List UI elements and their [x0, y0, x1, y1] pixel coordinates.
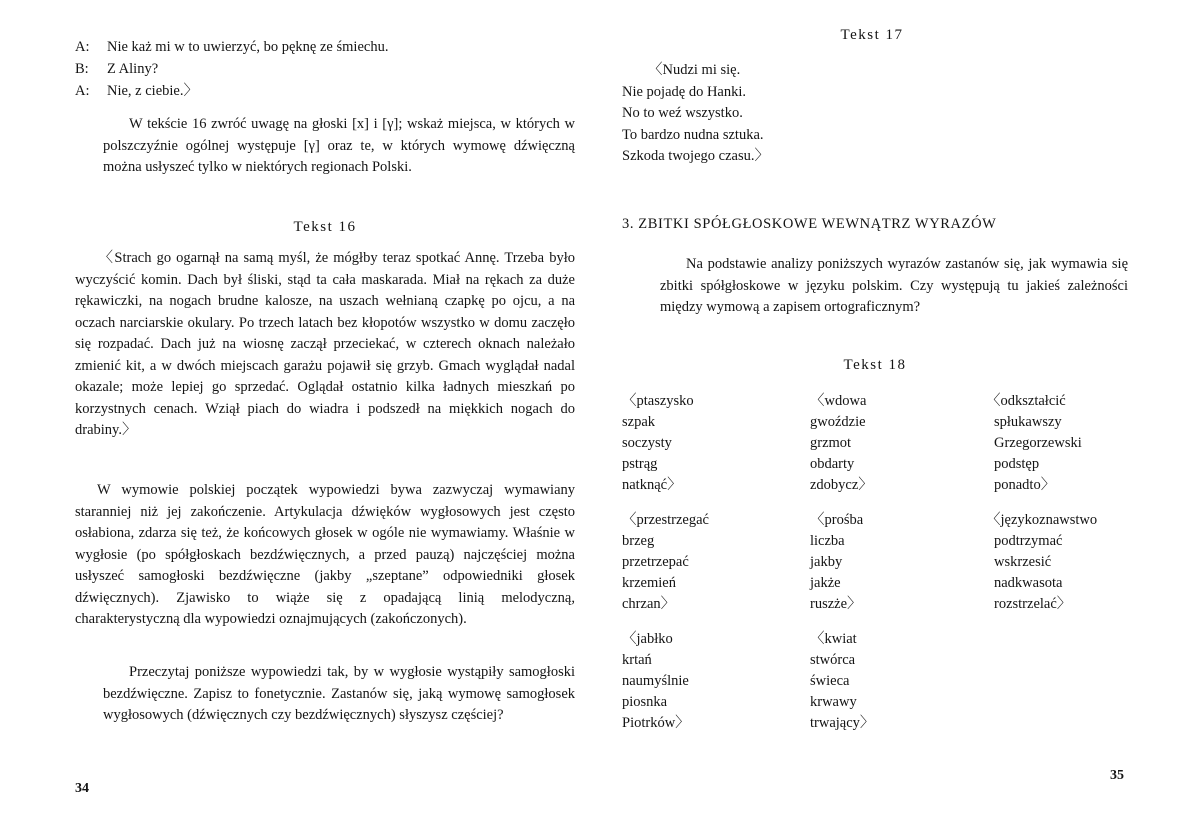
word: 〈prośba	[810, 512, 864, 528]
poem-line: To bardzo nudna sztuka.	[622, 126, 764, 143]
word: krzemień	[622, 575, 676, 591]
word: rozstrzelać〉	[994, 596, 1072, 612]
word: ponadto〉	[994, 477, 1056, 493]
dialogue	[75, 36, 575, 102]
word-column	[986, 391, 1097, 629]
section-title: 3. ZBITKI SPÓŁGŁOSKOWE WEWNĄTRZ WYRAZÓW	[622, 216, 997, 232]
word: nadkwasota	[994, 575, 1063, 591]
page-number: 34	[75, 781, 89, 796]
word-column	[810, 391, 874, 748]
word: krtań	[622, 652, 652, 668]
word: soczysty	[622, 435, 672, 451]
word: ruszże〉	[810, 596, 862, 612]
tekst-16-heading: Tekst 16	[293, 219, 357, 235]
word: 〈przestrzegać	[622, 512, 709, 528]
word: obdarty	[810, 456, 855, 472]
word: natknąć〉	[622, 477, 682, 493]
word: 〈jabłko	[622, 631, 673, 647]
word: naumyślnie	[622, 673, 689, 689]
word: spłukawszy	[994, 414, 1062, 430]
line-text: Nie, z ciebie.〉	[107, 83, 198, 99]
dialogue-line	[75, 80, 575, 102]
line-text: Z Aliny?	[107, 61, 159, 77]
word: brzeg	[622, 533, 655, 549]
word: szpak	[622, 414, 656, 430]
word: podstęp	[994, 456, 1040, 472]
poem-line: Szkoda twojego czasu.〉	[622, 148, 769, 164]
speaker: B:	[75, 61, 89, 77]
word: Piotrków〉	[622, 715, 690, 731]
word: 〈językoznawstwo	[986, 512, 1098, 528]
explanatory-paragraph: W wymowie polskiej początek wypowiedzi bywa zazwyczaj wymawiany staranniej niż jej zakończenie. Artykulacja dźwięków wygłosowych jest często osłabiona, zdarza się też, że końcowych głosek w ogóle nie wymawiamy. Właśnie w wygłosie (po spółgłoskach bezdźwięcznych, a przed pauzą) najczęściej można usłyszeć samogłoski bezdźwięczne (jakby „szeptane” odpowiedniki głosek dźwięcznych). Zjawisko to wiąże się z opadającą linią melodyczną, charakterystyczną dla wypowiedzi oznajmujących (zakończonych).	[75, 482, 575, 627]
word: jakby	[810, 554, 843, 570]
tekst-18-heading: Tekst 18	[843, 357, 907, 373]
dialogue-line	[75, 58, 575, 80]
word: gwoździe	[810, 414, 866, 430]
speaker: A:	[75, 39, 90, 55]
word: 〈kwiat	[810, 631, 857, 647]
word: przetrzepać	[622, 554, 689, 570]
word: wskrzesić	[994, 554, 1052, 570]
exercise-paragraph: Przeczytaj poniższe wypowiedzi tak, by w wygłosie wystąpiły samogłoski bezdźwięczne. Zapisz to fonetycznie. Zastanów się, jaką wymowę samogłosek wygłosowych (dźwięcznych czy bezdźwięcznych) słyszysz częściej?	[103, 664, 575, 723]
word: świeca	[810, 673, 850, 689]
word: pstrąg	[622, 456, 658, 472]
word: 〈odkształcić	[986, 393, 1066, 409]
word: chrzan〉	[622, 596, 676, 612]
tekst-17-poem	[622, 60, 769, 168]
word: trwający〉	[810, 715, 875, 731]
tekst-17-heading: Tekst 17	[840, 27, 904, 43]
word: liczba	[810, 533, 845, 549]
word: 〈wdowa	[810, 393, 867, 409]
word: Grzegorzewski	[994, 435, 1082, 451]
tekst-16-body: 〈Strach go ogarnął na samą myśl, że mógłby teraz spotkać Annę. Trzeba było wyczyścić komin. Dach był śliski, stąd ta cała maskarada. Miał na rękach za duże rękawiczki, na nogach brudne kalosze, na uszach wełnianą czapkę po ojcu, a na oczach narciarskie okulary. Po trzech latach bez kłopotów wszystko w domu zaczęło się rozpadać. Dach już na wiosnę zaczął przeciekać, w czterech oknach należało zmienić kit, a w dwóch miejscach garażu pojawił się grzyb. Gmach wyglądał nadal okazale; może lepiej go sprzedać. Oglądał ostatnio kilka ładnych mieszkań po korzystnych cenach. Wziął piach do wiadra i podszedł na miękkich nogach do drabiny.〉	[75, 250, 575, 438]
word: jakże	[810, 575, 841, 591]
word: zdobycz〉	[810, 477, 873, 493]
poem-line: Nie pojadę do Hanki.	[622, 83, 747, 100]
page-number: 35	[1110, 768, 1124, 783]
word: piosnka	[622, 694, 668, 710]
speaker: A:	[75, 83, 90, 99]
poem-line: No to weź wszystko.	[622, 105, 743, 121]
word: krwawy	[810, 694, 857, 710]
exercise-paragraph: W tekście 16 zwróć uwagę na głoski [x] i [γ]; wskaż miejsca, w których w polszczyźnie ogólnej występuje [γ] oraz te, w których wymowę dźwięczną można usłyszeć tylko w niektórych regionach Polski.	[103, 116, 575, 175]
exercise-paragraph: Na podstawie analizy poniższych wyrazów zastanów się, jak wymawia się zbitki spółgłoskowe w języku polskim. Czy występują tu jakieś zależności między wymową a zapisem ortograficznym?	[660, 256, 1128, 315]
word: podtrzymać	[994, 533, 1063, 549]
dialogue-line	[75, 36, 575, 58]
line-text: Nie każ mi w to uwierzyć, bo pęknę ze śmiechu.	[107, 39, 389, 55]
word-column	[622, 391, 709, 748]
word: 〈ptaszysko	[622, 393, 694, 409]
poem-line: 〈Nudzi mi się.	[648, 62, 741, 78]
word: stwórca	[810, 652, 856, 668]
word: grzmot	[810, 435, 852, 451]
